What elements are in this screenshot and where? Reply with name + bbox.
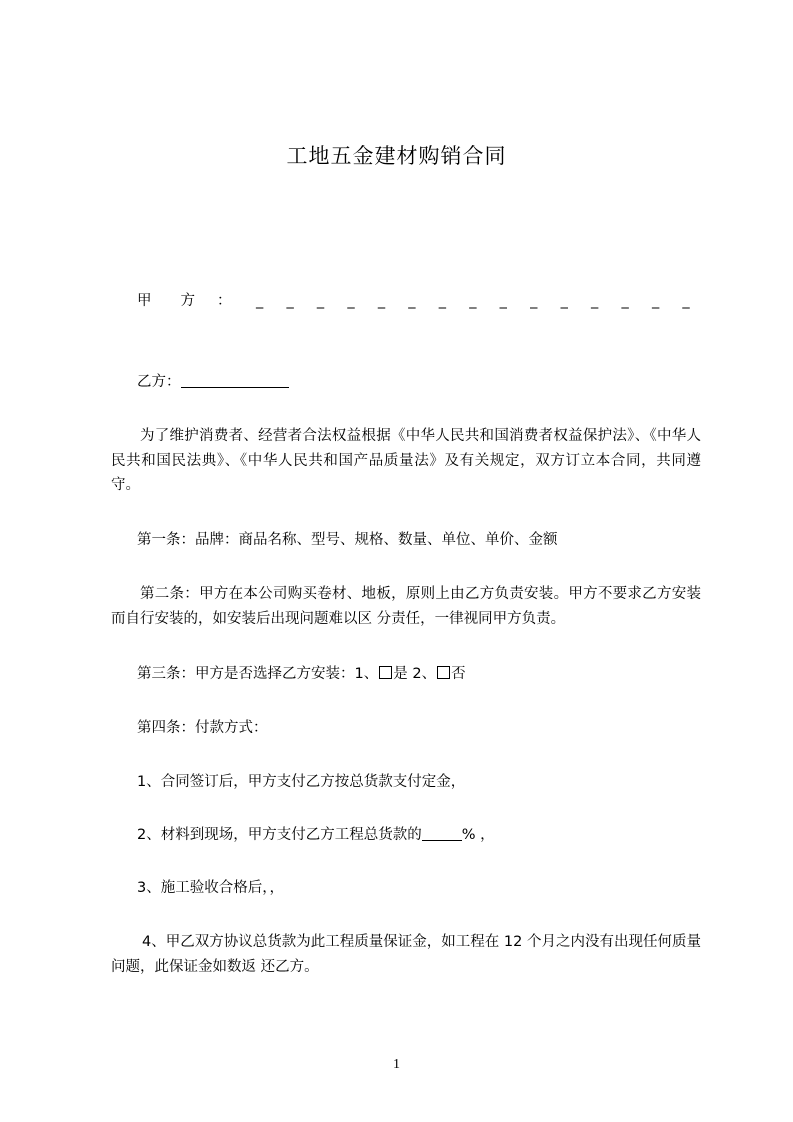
- party-a-label-char1: 甲: [137, 293, 152, 309]
- party-a-label-char2: 方: [180, 293, 195, 309]
- article-3-option-yes: 是 2、: [393, 666, 437, 682]
- payment-percent-blank: [422, 826, 462, 841]
- payment-item-2-suffix: % ，: [461, 827, 495, 843]
- article-4: 第四条：付款方式：: [137, 720, 268, 736]
- payment-item-2-prefix: 2、材料到现场，甲方支付乙方工程总货款的: [137, 827, 422, 843]
- payment-item-4: 4、甲乙双方协议总货款为此工程质量保证金，如工程在 12 个月之内没有出现任何质量问题，此保证金如数返 还乙方。: [111, 934, 701, 975]
- page-number: 1: [393, 1057, 400, 1072]
- party-a-colon: ：: [217, 293, 232, 309]
- article-1: 第一条：品牌：商品名称、型号、规格、数量、单位、单价、金额: [137, 532, 558, 548]
- payment-item-2: [137, 825, 495, 845]
- checkbox-yes[interactable]: [379, 666, 392, 679]
- article-3-prefix: 第三条：甲方是否选择乙方安装：1、: [137, 666, 379, 682]
- party-a-label: [137, 291, 232, 311]
- party-b-line: [137, 372, 289, 392]
- party-a-blank: [256, 291, 704, 311]
- article-3: [137, 664, 466, 684]
- party-a-blank-text: _ _ _ _ _ _ _ _ _ _ _ _ _ _ _: [256, 293, 690, 309]
- party-b-label: 乙方：: [137, 374, 181, 390]
- party-b-blank: [181, 373, 289, 388]
- intro-paragraph: 为了维护消费者、经营者合法权益根据《中华人民共和国消费者权益保护法》、《中华人民共和国民法典》、《中华人民共和国产品质量法》及有关规定，双方订立本合同，共同遵守。: [111, 428, 701, 493]
- article-3-option-no: 否: [451, 666, 466, 682]
- checkbox-no[interactable]: [437, 666, 450, 679]
- document-title: 工地五金建材购销合同: [286, 144, 507, 168]
- payment-item-1: 1、合同签订后，甲方支付乙方按总货款支付定金，: [137, 774, 466, 790]
- payment-item-3: 3、施工验收合格后，，: [137, 880, 284, 896]
- article-2: 第二条：甲方在本公司购买卷材、地板，原则上由乙方负责安装。甲方不要求乙方安装而自行安装的，如安装后出现问题难以区 分责任，一律视同甲方负责。: [111, 586, 701, 627]
